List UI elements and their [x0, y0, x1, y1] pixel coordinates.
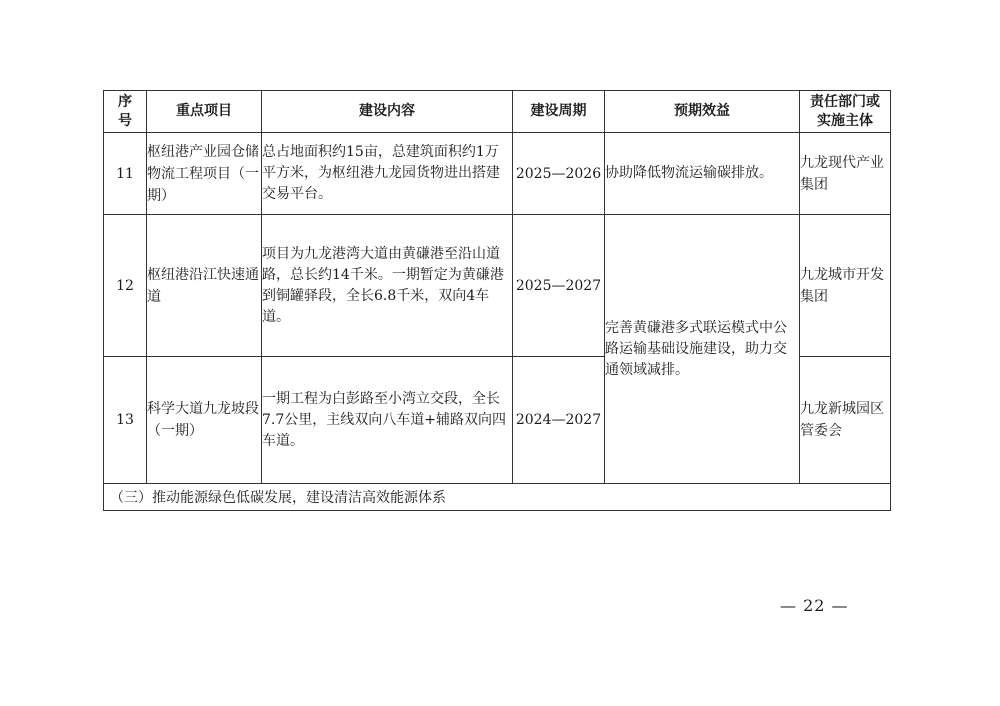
- table-row: [104, 215, 891, 357]
- header-project: 重点项目: [147, 91, 262, 133]
- row-content: 项目为九龙港湾大道由黄磏港至沿山道路，总长约14千米。一期暂定为黄磏港到铜罐驿段，全长6.8千米，双向4车道。: [262, 215, 513, 357]
- row-benefit: 协助降低物流运输碳排放。: [605, 133, 800, 215]
- header-benefit: 预期效益: [605, 91, 800, 133]
- page-number: — 22 —: [780, 596, 849, 615]
- row-owner: 九龙现代产业集团: [800, 133, 891, 215]
- row-period: 2025—2026: [513, 133, 605, 215]
- section-heading: （三）推动能源绿色低碳发展，建设清洁高效能源体系: [104, 484, 891, 511]
- row-owner: 九龙新城园区管委会: [800, 357, 891, 484]
- row-content: 一期工程为白彭路至小湾立交段，全长7.7公里，主线双向八车道+辅路双向四车道。: [262, 357, 513, 484]
- projects-table: [103, 90, 891, 511]
- header-owner: 责任部门或 实施主体: [800, 91, 891, 133]
- row-project: 科学大道九龙坡段（一期）: [147, 357, 262, 484]
- row-project: 枢纽港沿江快速通道: [147, 215, 262, 357]
- table-header-row: [104, 91, 891, 133]
- row-owner: 九龙城市开发集团: [800, 215, 891, 357]
- row-benefit-merged: 完善黄磏港多式联运模式中公路运输基础设施建设，助力交通领域减排。: [605, 215, 800, 484]
- row-no: 11: [104, 133, 147, 215]
- row-period: 2024—2027: [513, 357, 605, 484]
- row-period: 2025—2027: [513, 215, 605, 357]
- header-period: 建设周期: [513, 91, 605, 133]
- row-project: 枢纽港产业园仓储物流工程项目（一期）: [147, 133, 262, 215]
- header-content: 建设内容: [262, 91, 513, 133]
- header-no: 序 号: [104, 91, 147, 133]
- row-no: 13: [104, 357, 147, 484]
- table-row: [104, 133, 891, 215]
- section-heading-row: [104, 484, 891, 511]
- row-content: 总占地面积约15亩，总建筑面积约1万平方米，为枢纽港九龙园货物进出搭建交易平台。: [262, 133, 513, 215]
- row-no: 12: [104, 215, 147, 357]
